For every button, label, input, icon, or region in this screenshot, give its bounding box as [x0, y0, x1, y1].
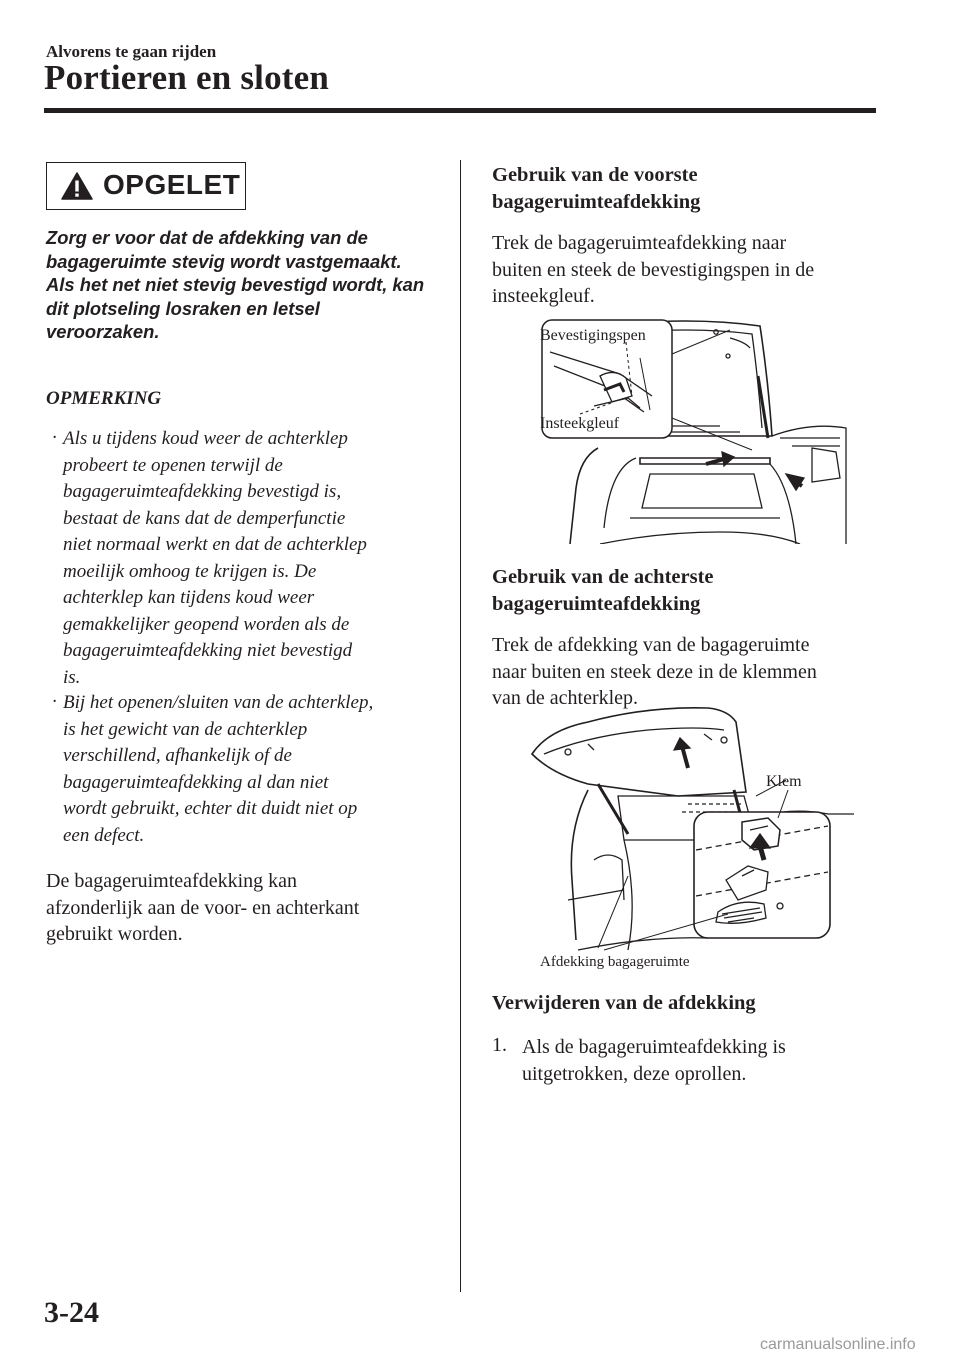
note-line: niet normaal werkt en dat de achterklep [63, 534, 367, 555]
note-heading: OPMERKING [46, 388, 162, 409]
clip-label: Klem [766, 773, 802, 790]
removal-heading [492, 990, 756, 1017]
paragraph-line: gebruikt worden. [46, 923, 183, 945]
heading-line: Gebruik van de achterste [492, 566, 714, 588]
note-line: is het gewicht van de achterklep [63, 718, 308, 740]
heading-line: bagageruimteafdekking [492, 190, 701, 213]
page-number: 3-24 [44, 1296, 99, 1329]
watermark: carmanualsonline.info [760, 1336, 916, 1353]
note-line: wordt gebruikt, echter dit duidt niet op [63, 798, 358, 819]
caution-line: Zorg er voor dat de afdekking van de [46, 227, 368, 248]
caution-line: dit plotseling losraken en letsel [46, 297, 320, 319]
rear-cover-illustration [528, 700, 858, 972]
step-number: 1. [492, 1034, 507, 1056]
warning-triangle-icon [61, 172, 93, 200]
caution-text [46, 226, 446, 344]
note-line: gemakkelijker geopend worden als de [63, 613, 350, 635]
step-text [522, 1034, 786, 1087]
note-item [52, 426, 367, 691]
paragraph-line: Trek de afdekking van de bagageruimte [492, 634, 810, 656]
step-line: uitgetrokken, deze oprollen. [522, 1062, 747, 1085]
front-cover-heading [492, 162, 700, 215]
note-line: bagageruimteafdekking bevestigd is, [63, 481, 342, 502]
caution-line: Als het net niet stevig bevestigd wordt, kan [46, 274, 425, 295]
slot-label: Insteekgleuf [540, 415, 620, 432]
step-line: Als de bagageruimteafdekking is [522, 1036, 786, 1058]
caution-box [46, 162, 246, 210]
heading-line: bagageruimteafdekking [492, 592, 701, 615]
header-rule [44, 108, 876, 113]
note-line: bagageruimteafdekking al dan niet [63, 771, 329, 793]
column-divider [460, 160, 461, 1292]
note-line: achterklep kan tijdens koud weer [63, 587, 315, 608]
paragraph-line: buiten en steek de bevestigingspen in de [492, 258, 815, 281]
note-line: Bij het openen/sluiten van de achterklep, [63, 692, 374, 713]
rear-cover-heading [492, 564, 714, 617]
note-line: bagageruimteafdekking niet bevestigd [63, 640, 353, 661]
bullet: · [52, 427, 57, 448]
pin-label: Bevestigingspen [540, 327, 646, 344]
note-line: bestaat de kans dat de demperfunctie [63, 507, 346, 529]
front-cover-paragraph [492, 230, 814, 310]
paragraph-line: afzonderlijk aan de voor- en achterkant [46, 896, 360, 919]
cover-label: Afdekking bagageruimte [540, 954, 690, 970]
heading-line: Verwijderen van de afdekking [492, 992, 756, 1014]
note-line: verschillend, afhankelijk of de [63, 745, 292, 766]
caution-line: bagageruimte stevig wordt vastgemaakt. [46, 250, 402, 272]
section-label: Alvorens te gaan rijden [46, 42, 217, 61]
note-item [52, 690, 373, 849]
body-paragraph [46, 868, 359, 948]
heading-line: Gebruik van de voorste [492, 164, 698, 186]
paragraph-line: Trek de bagageruimteafdekking naar [492, 232, 787, 254]
paragraph-line: van de achterklep. [492, 687, 639, 709]
note-line: probeert te openen terwijl de [63, 454, 283, 476]
note-line: Als u tijdens koud weer de achterklep [63, 428, 348, 449]
bullet: · [52, 691, 57, 712]
paragraph-line: naar buiten en steek deze in de klemmen [492, 660, 817, 683]
page-title: Portieren en sloten [44, 58, 330, 97]
front-cover-illustration [540, 318, 850, 544]
note-line: is. [63, 666, 81, 688]
paragraph-line: De bagageruimteafdekking kan [46, 870, 298, 892]
paragraph-line: insteekgleuf. [492, 285, 595, 307]
caution-line: veroorzaken. [46, 321, 160, 342]
note-line: moeilijk omhoog te krijgen is. De [63, 560, 317, 582]
note-line: een defect. [63, 824, 145, 846]
caution-label: OPGELET [103, 169, 241, 200]
